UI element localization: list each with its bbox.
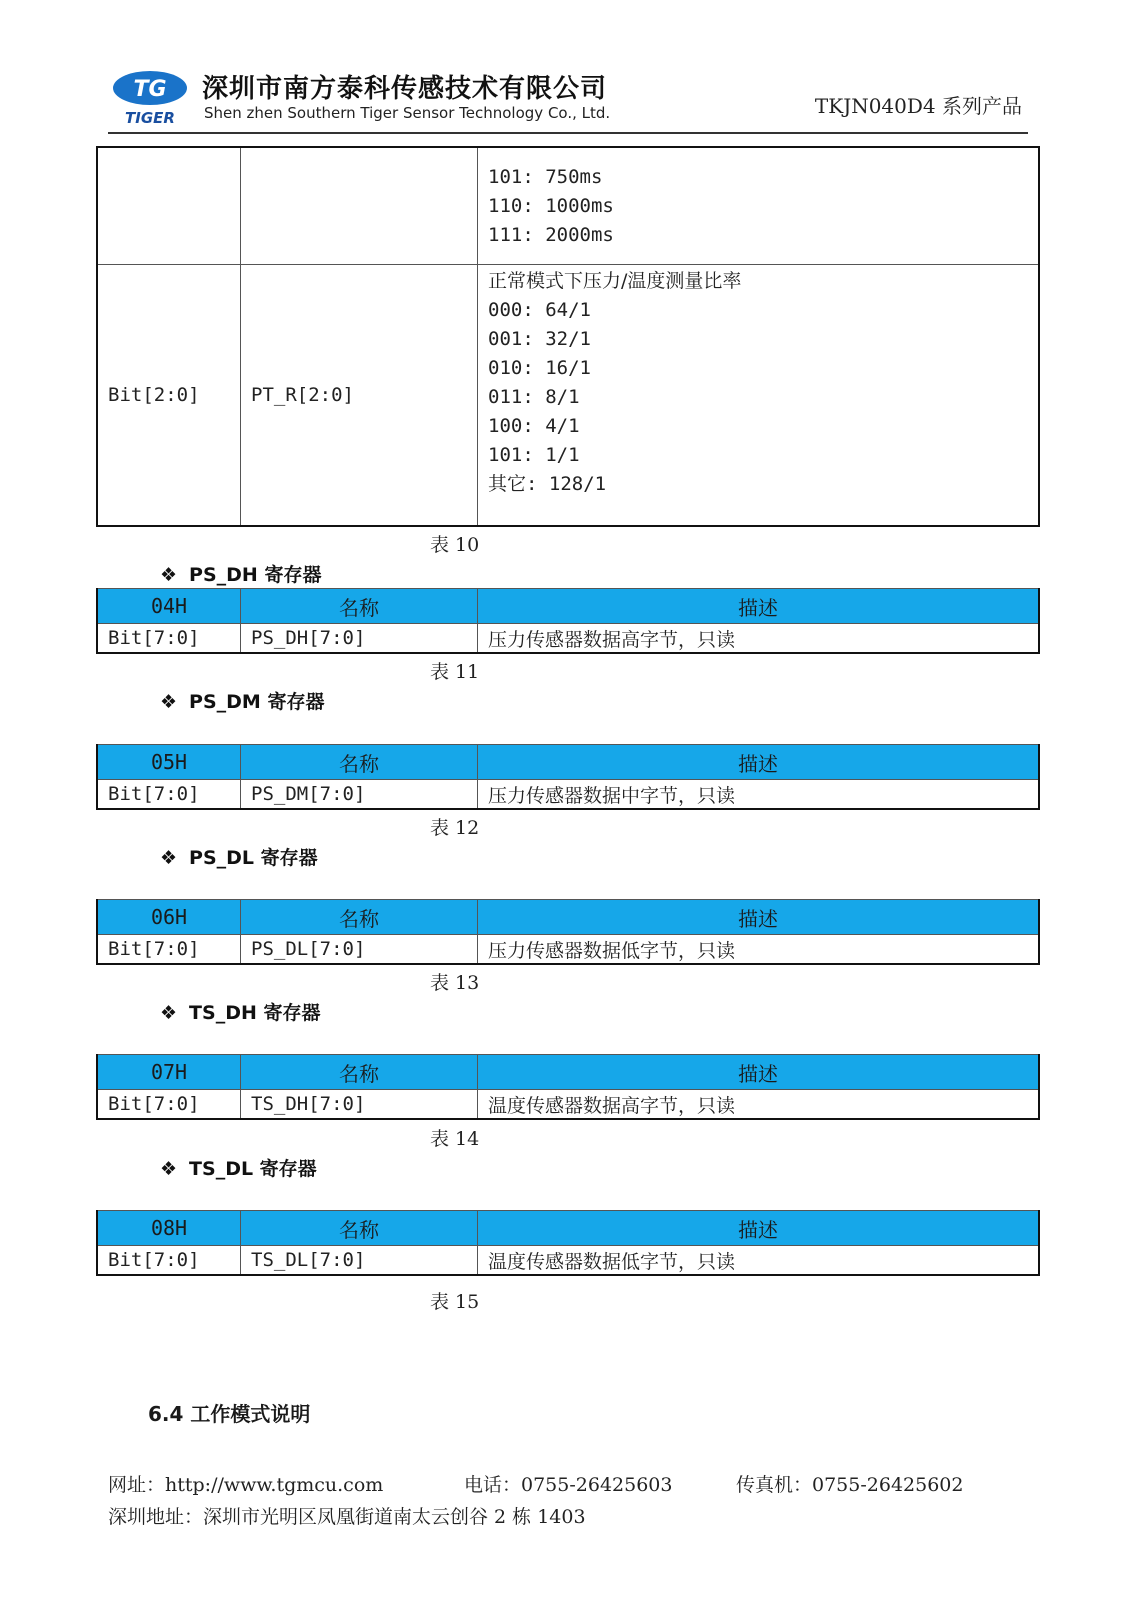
header-desc: 描述	[478, 1211, 1040, 1246]
table-row-bit: Bit[7:0]	[97, 1090, 241, 1120]
footer-address: 深圳地址：深圳市光明区凤凰街道南太云创谷 2 栋 1403	[108, 1506, 586, 1528]
table-row-desc: 温度传感器数据低字节，只读	[478, 1246, 1040, 1276]
header-addr: 05H	[97, 745, 241, 780]
section-title: ❖ PS_DH 寄存器	[160, 564, 322, 586]
header-desc: 描述	[478, 589, 1040, 624]
header-name: 名称	[241, 589, 478, 624]
table-10	[96, 146, 1040, 527]
page-header	[108, 60, 1028, 134]
table-10-cell-timings: 101: 750ms 110: 1000ms 111: 2000ms	[478, 147, 1040, 264]
header-name: 名称	[241, 1055, 478, 1090]
header-desc: 描述	[478, 745, 1040, 780]
footer-phone: 电话：0755-26425603	[464, 1474, 673, 1496]
table-caption: 表 13	[430, 972, 480, 994]
header-addr: 08H	[97, 1211, 241, 1246]
table-row-name: PS_DL[7:0]	[241, 935, 478, 965]
table-row-desc: 压力传感器数据中字节，只读	[478, 780, 1040, 810]
register-table	[96, 588, 1040, 654]
section-title: ❖ PS_DM 寄存器	[160, 691, 325, 713]
table-row-name: TS_DH[7:0]	[241, 1090, 478, 1120]
bullet-icon: ❖	[160, 1002, 178, 1024]
bullet-icon: ❖	[160, 1158, 178, 1180]
table-caption: 表 15	[430, 1291, 480, 1313]
table-row-name: PS_DM[7:0]	[241, 780, 478, 810]
header-name: 名称	[241, 745, 478, 780]
register-table	[96, 1210, 1040, 1276]
header-name: 名称	[241, 900, 478, 935]
register-table	[96, 1054, 1040, 1120]
table-row-desc: 压力传感器数据低字节，只读	[478, 935, 1040, 965]
table-row-bit: Bit[7:0]	[97, 624, 241, 654]
footer-website: 网址：http://www.tgmcu.com	[108, 1474, 384, 1496]
header-addr: 07H	[97, 1055, 241, 1090]
table-10-bit: Bit[2:0]	[97, 264, 241, 526]
page-footer	[108, 1470, 963, 1534]
table-row-bit: Bit[7:0]	[97, 935, 241, 965]
bullet-icon: ❖	[160, 847, 178, 869]
section-title: ❖ TS_DL 寄存器	[160, 1158, 317, 1180]
header-desc: 描述	[478, 900, 1040, 935]
section-title: ❖ PS_DL 寄存器	[160, 847, 318, 869]
table-row-bit: Bit[7:0]	[97, 1246, 241, 1276]
tiger-logo-icon	[110, 66, 190, 126]
section-title: ❖ TS_DH 寄存器	[160, 1002, 321, 1024]
table-row-bit: Bit[7:0]	[97, 780, 241, 810]
register-table	[96, 899, 1040, 965]
header-desc: 描述	[478, 1055, 1040, 1090]
product-series: TKJN040D4 系列产品	[814, 94, 1022, 118]
footer-fax: 传真机：0755-26425602	[736, 1474, 964, 1496]
svg-text:TIGER: TIGER	[125, 109, 175, 126]
header-addr: 04H	[97, 589, 241, 624]
table-row-name: TS_DL[7:0]	[241, 1246, 478, 1276]
table-row-desc: 压力传感器数据高字节，只读	[478, 624, 1040, 654]
table-row-name: PS_DH[7:0]	[241, 624, 478, 654]
bullet-icon: ❖	[160, 564, 178, 586]
header-name: 名称	[241, 1211, 478, 1246]
table-10-desc: 正常模式下压力/温度测量比率 000: 64/1 001: 32/1 010: 16/1 011: 8/1 100: 4/1 101: 1/1 其它: 128/1	[478, 264, 1040, 526]
svg-text:TG: TG	[133, 77, 167, 102]
table-10-name: PT_R[2:0]	[241, 264, 478, 526]
table-row-desc: 温度传感器数据高字节，只读	[478, 1090, 1040, 1120]
table-caption: 表 14	[430, 1128, 480, 1150]
header-addr: 06H	[97, 900, 241, 935]
section-heading-6-4: 6.4 工作模式说明	[148, 1402, 311, 1426]
bullet-icon: ❖	[160, 691, 178, 713]
company-name-cn: 深圳市南方泰科传感技术有限公司	[202, 74, 608, 104]
table-caption: 表 11	[430, 661, 480, 683]
table-caption: 表 12	[430, 817, 480, 839]
table-caption: 表 10	[430, 534, 480, 556]
register-table	[96, 744, 1040, 810]
company-name-en: Shen zhen Southern Tiger Sensor Technology Co., Ltd.	[204, 104, 611, 122]
